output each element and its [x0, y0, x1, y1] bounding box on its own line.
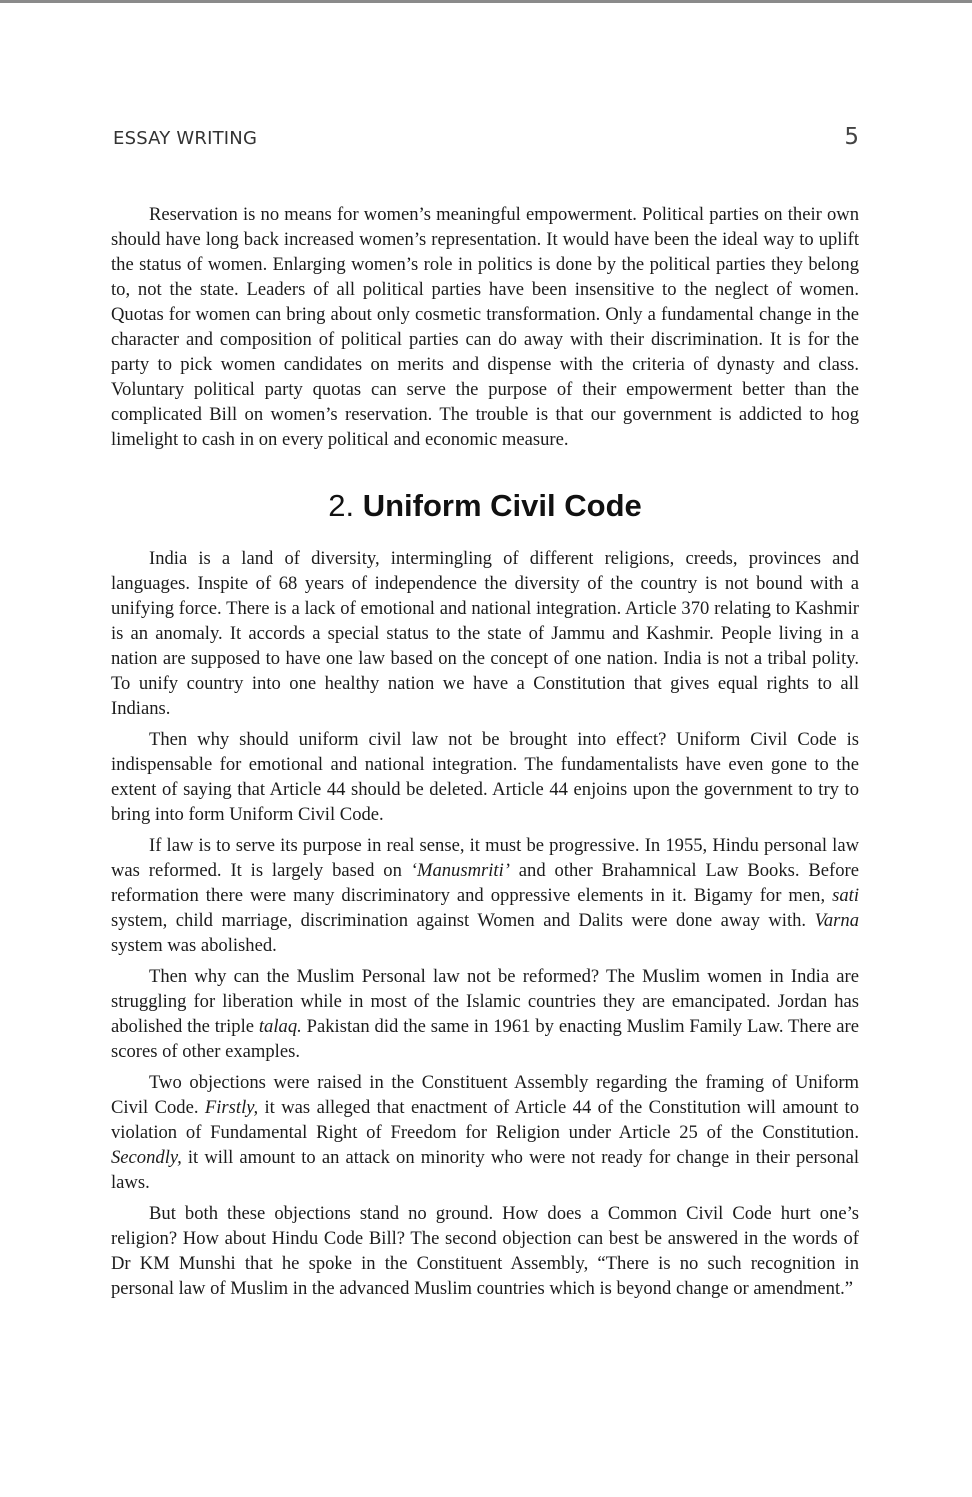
- paragraph-3: [111, 833, 859, 958]
- italic-term-varna: Varna: [814, 910, 859, 931]
- section-heading: [111, 486, 859, 526]
- text-run: Then why can the Muslim Personal law not be reformed? The Muslim women in India are struggling for liberation while in most of the Islamic countries they are emancipated. Jordan has abolished the triple: [111, 966, 859, 1037]
- text-run: If law is to serve its purpose in real sense, it must be progressive. In 1955, Hindu personal law was reformed. It is largely based on: [111, 835, 859, 881]
- text-run: system was abolished.: [111, 935, 277, 956]
- italic-term-talaq: talaq.: [258, 1016, 302, 1037]
- text-run: system, child marriage, discrimination against Women and Dalits were done away with.: [111, 910, 815, 931]
- paragraph-2: Then why should uniform civil law not be brought into effect? Uniform Civil Code is indispensable for emotional and national integration. The fundamentalists have even gone to the extent of saying that Article 44 should be deleted. Article 44 enjoins upon the government to try to bring into form Uniform Civil Code.: [111, 729, 859, 825]
- section-number: 2.: [328, 488, 355, 523]
- page-body: [111, 202, 859, 1301]
- paragraph-6: But both these objections stand no ground. How does a Common Civil Code hurt one’s religion? How about Hindu Code Bill? The second objection can best be answered in the words of Dr KM Munshi that he spoke in the Constituent Assembly, “There is no such recognition in personal law of Muslim in the advanced Muslim countries which is beyond change or amendment.”: [111, 1203, 859, 1299]
- running-head: ESSAY WRITING: [113, 128, 258, 149]
- italic-term-sati: sati: [832, 885, 859, 906]
- italic-term-manusmriti: ‘Manusmriti’: [410, 860, 510, 881]
- italic-term-secondly: Secondly,: [111, 1147, 182, 1168]
- italic-term-firstly: Firstly,: [204, 1097, 259, 1118]
- text-run: Two objections were raised in the Constituent Assembly regarding the framing of Uniform Civil Code.: [111, 1072, 859, 1118]
- intro-paragraph: Reservation is no means for women’s meaningful empowerment. Political parties on their own should have long back increased women’s representation. It would have been the ideal way to uplift the status of women. Enlarging women’s role in politics is done by the political parties they belong to, not the state. Leaders of all political parties have been insensitive to the neglect of women. Quotas for women can bring about only cosmetic transformation. Only a fundamental change in the character and composition of political parties can do away with their discrimination. It is for the party to pick women candidates on merits and dispense with the criteria of dynasty and class. Voluntary political party quotas can serve the purpose of their empowerment better than the complicated Bill on women’s reservation. The trouble is that our government is addicted to hog limelight to cash in on every political and economic measure.: [111, 204, 859, 450]
- paragraph-5: [111, 1070, 859, 1195]
- text-run: and other Brahamnical Law Books. Before reformation there were many discriminatory and oppressive elements in it. Bigamy for men,: [111, 860, 859, 906]
- top-border-rule: [0, 0, 972, 3]
- text-run: Pakistan did the same in 1961 by enacting Muslim Family Law. There are scores of other examples.: [111, 1016, 859, 1062]
- text-run: it was alleged that enactment of Article 44 of the Constitution will amount to violation of Fundamental Right of Freedom for Religion under Article 25 of the Constitution.: [111, 1097, 859, 1143]
- paragraph-4: [111, 964, 859, 1064]
- paragraph-1: India is a land of diversity, intermingling of different religions, creeds, provinces and languages. Inspite of 68 years of independence the diversity of the country is not bound with a unifying force. There is a lack of emotional and national integration. Article 370 relating to Kashmir is an anomaly. It accords a special status to the state of Jammu and Kashmir. People living in a nation are supposed to have one law based on the concept of one nation. India is not a tribal polity. To unify country into one healthy nation we have a Constitution that gives equal rights to all Indians.: [111, 548, 859, 719]
- page-number: 5: [844, 124, 859, 150]
- section-title: Uniform Civil Code: [362, 488, 642, 523]
- text-run: it will amount to an attack on minority who were not ready for change in their personal laws.: [111, 1147, 859, 1193]
